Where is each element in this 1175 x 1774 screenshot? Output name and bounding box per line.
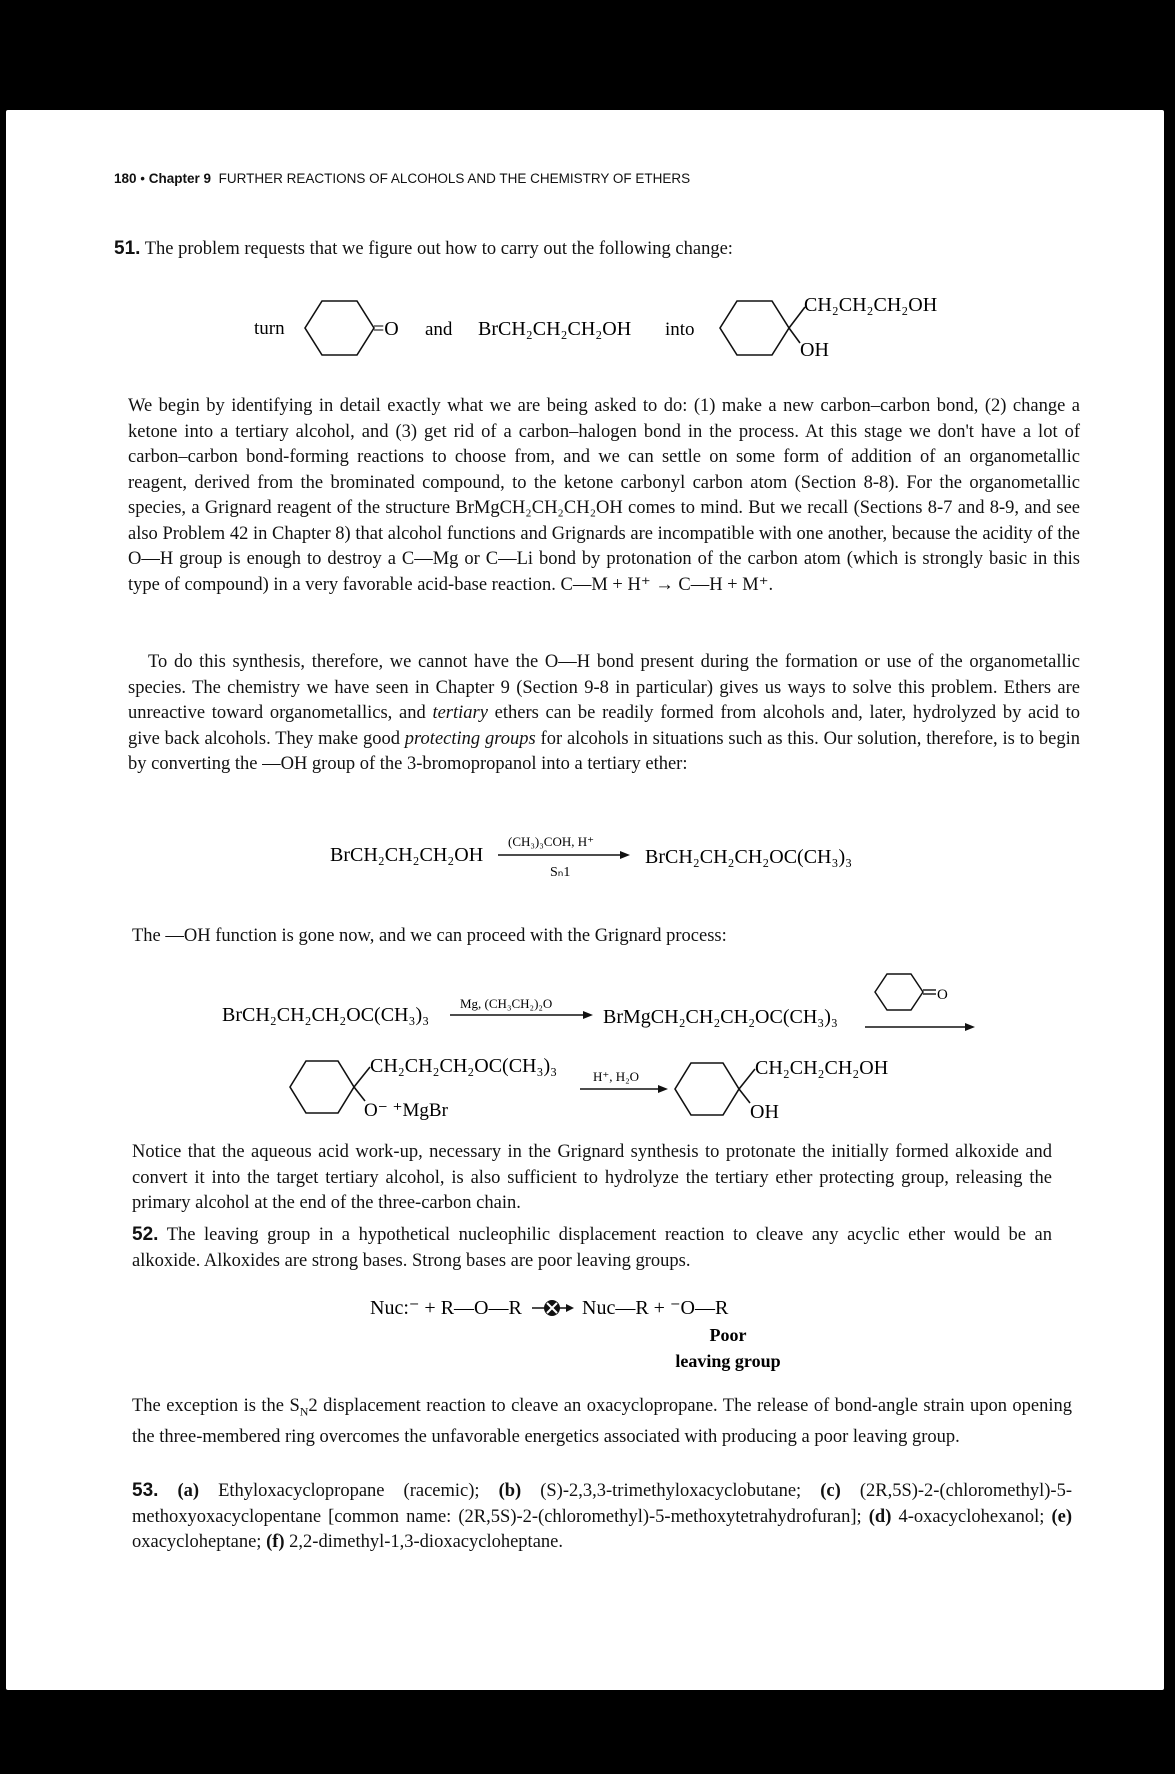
final-product-oh: OH bbox=[750, 1101, 779, 1123]
eq1-arrowhead bbox=[620, 851, 630, 859]
problem-52-number: 52. bbox=[132, 1224, 159, 1245]
answer-f-label: (f) bbox=[266, 1532, 285, 1552]
carbonyl-oxygen: =O bbox=[373, 318, 399, 340]
answer-c: (2R,5S)-2-(chloromethyl)-5-methoxyoxacyclopentane [common name: (2R,5S)-2-(chloromethyl)-5-methoxytetrahydrofuran]; bbox=[132, 1481, 1072, 1527]
problem-51-paragraph-3: The —OH function is gone now, and we can proceed with the Grignard process: bbox=[132, 926, 727, 946]
product-oh: OH bbox=[800, 339, 829, 361]
eq52-reactants: Nuc:⁻ + R—O—R bbox=[370, 1297, 522, 1319]
answer-e-label: (e) bbox=[1051, 1506, 1072, 1527]
problem-51-intro bbox=[114, 236, 1074, 263]
cyclohexanone-reagent-oxygen: O bbox=[937, 987, 948, 1003]
eq1-product: BrCH₂CH₂CH₂OC(CH₃)₃ bbox=[645, 846, 853, 868]
problem-51-paragraph-1: We begin by identifying in detail exactly what we are being asked to do: (1) make a new carbon–carbon bond, (2) change a ketone into a tertiary alcohol, and (3) get rid of a carbon–halogen bond in the process. At this stage we don't have a lot of carbon–carbon bond-forming reactions to choose from, and we can settle on some form of addition of an organometallic reagent, derived from the brominated compound, to the ketone carbonyl carbon atom (Section 8-8). For the organometallic species, a Grignard reagent of the structure BrMgCH₂CH₂CH₂OH comes to mind. But we recall (Sections 8-7 and 8-9, and see also Problem 42 in Chapter 8) that alcohol functions and Grignards are incompatible with one another, because the acidity of the O—H group is enough to destroy a C—Mg or C—Li bond by protonation of the carbon atom (which is strongly basic in this type of compound) in a very favorable acid-base reaction. C—M + H⁺ → C—H + M⁺. bbox=[128, 396, 1080, 595]
cyclohexanone-ring bbox=[305, 301, 374, 355]
chapter-label: Chapter 9 bbox=[148, 171, 212, 186]
scheme-turn-label: turn bbox=[254, 318, 285, 339]
eq2-reactant: BrCH₂CH₂CH₂OC(CH₃)₃ bbox=[222, 1004, 430, 1026]
eq2-arrowhead bbox=[583, 1011, 593, 1019]
problem-52-body: The leaving group in a hypothetical nucleophilic displacement reaction to cleave any acyclic ether would be an alkoxide. Alkoxides are strong bases. Strong bases are poor leaving groups. bbox=[132, 1225, 1052, 1271]
alkoxide-ring bbox=[290, 1061, 354, 1113]
problem-52-exception bbox=[132, 1394, 1072, 1451]
eq2-reagent: Mg, (CH₃CH₂)₂O bbox=[460, 996, 553, 1011]
etherification-equation bbox=[320, 828, 940, 888]
eq52-products: Nuc—R + ⁻O—R bbox=[582, 1297, 729, 1319]
cyclohexanone-reagent-ring bbox=[875, 974, 923, 1010]
para2-tertiary: tertiary bbox=[432, 703, 488, 723]
alkoxide-displacement-equation bbox=[360, 1288, 880, 1378]
para2-part-c: for alcohols in situations such as this. Our solution, therefore, is to begin by converting the —OH group of the 3-bromopropanol into a tertiary ether: bbox=[128, 728, 1080, 774]
exception-part-a: The exception is the S bbox=[132, 1396, 300, 1416]
eq52-poor-label: Poor bbox=[709, 1325, 747, 1345]
answer-d-label: (d) bbox=[868, 1506, 892, 1527]
final-chain-bond bbox=[739, 1069, 755, 1089]
product-ring bbox=[720, 301, 789, 355]
running-header bbox=[114, 171, 690, 186]
eq3-reagent: H⁺, H₂O bbox=[593, 1069, 640, 1084]
chapter-title: FURTHER REACTIONS OF ALCOHOLS AND THE CHEMISTRY OF ETHERS bbox=[218, 171, 691, 186]
header-bullet: • bbox=[140, 171, 146, 186]
eq3-arrowhead bbox=[658, 1085, 668, 1093]
alkoxide-chain: CH₂CH₂CH₂OC(CH₃)₃ bbox=[370, 1055, 558, 1077]
answer-a: Ethyloxacyclopropane (racemic); bbox=[199, 1481, 499, 1501]
problem-53-number: 53. bbox=[132, 1480, 159, 1501]
final-product-ring bbox=[675, 1063, 739, 1115]
problem-51-paragraph-2 bbox=[128, 650, 1080, 778]
eq52-leaving-group-label: leaving group bbox=[675, 1351, 781, 1371]
answer-a-label: (a) bbox=[177, 1481, 200, 1501]
eq1-reactant: BrCH₂CH₂CH₂OH bbox=[330, 844, 484, 866]
answer-b-label: (b) bbox=[498, 1481, 522, 1501]
answer-e: oxacycloheptane; bbox=[132, 1532, 267, 1552]
target-transformation-scheme bbox=[240, 285, 960, 365]
answer-d: 4-oxacyclohexanol; bbox=[891, 1506, 1052, 1527]
para2-protecting-groups: protecting groups bbox=[404, 728, 536, 749]
answer-c-label: (c) bbox=[820, 1481, 841, 1501]
answer-f: 2,2-dimethyl-1,3-dioxacycloheptane. bbox=[284, 1532, 563, 1552]
eq52-arrowhead bbox=[566, 1304, 574, 1312]
eq1-mechanism: Sₙ1 bbox=[550, 865, 571, 880]
bromopropanol-formula: BrCH₂CH₂CH₂OH bbox=[478, 318, 632, 340]
answer-b: (S)-2,3,3-trimethyloxacyclobutane; bbox=[521, 1481, 821, 1501]
page-number: 180 bbox=[114, 171, 137, 186]
exception-subscript: N bbox=[299, 1404, 309, 1419]
alkoxide-salt: O⁻ ⁺MgBr bbox=[364, 1100, 448, 1121]
eq2-grignard: BrMgCH₂CH₂CH₂OC(CH₃)₃ bbox=[603, 1006, 838, 1028]
alkoxide-chain-bond bbox=[354, 1067, 370, 1087]
product-chain-bond bbox=[789, 307, 805, 328]
scheme-into-label: into bbox=[665, 319, 695, 340]
problem-52-text bbox=[132, 1222, 1052, 1274]
problem-51-paragraph-4: Notice that the aqueous acid work-up, necessary in the Grignard synthesis to protonate the initially formed alkoxide and convert it into the target tertiary alcohol, is also sufficient to hydrolyze the tertiary ether protecting group, releasing the primary alcohol at the end of the three-carbon chain. bbox=[132, 1142, 1052, 1213]
eq2-next-arrowhead bbox=[965, 1023, 975, 1031]
product-chain: CH₂CH₂CH₂OH bbox=[804, 294, 938, 316]
alkoxide-o-bond bbox=[354, 1087, 365, 1101]
product-oh-bond bbox=[789, 328, 800, 343]
exception-part-b: 2 displacement reaction to cleave an oxacyclopropane. The release of bond-angle strain upon opening the three-membered ring overcomes the unfavorable energetics associated with producing a poor leaving group. bbox=[132, 1396, 1072, 1448]
final-product-chain: CH₂CH₂CH₂OH bbox=[755, 1057, 889, 1079]
hydrolysis-equation bbox=[280, 1045, 940, 1130]
problem-51-intro-text: The problem requests that we figure out how to carry out the following change: bbox=[144, 239, 733, 259]
scheme-and-label: and bbox=[425, 319, 453, 340]
eq1-reagent: (CH₃)₃COH, H⁺ bbox=[508, 834, 594, 849]
problem-53-text bbox=[132, 1478, 1072, 1556]
grignard-formation-equation bbox=[210, 960, 990, 1040]
para2-part-a: To do this synthesis, therefore, we cannot have the O—H bond present during the formation or use of the organometallic species. The chemistry we have seen in Chapter 9 (Section 9-8 in particular) gives us ways to solve this problem. Ethers are unreactive toward organometallics, and bbox=[128, 652, 1080, 723]
para2-part-b: ethers can be readily formed from alcohols and, later, hydrolyzed by acid to give back alcohols. They make good bbox=[128, 703, 1080, 749]
final-oh-bond bbox=[739, 1089, 750, 1103]
problem-51-number: 51. bbox=[114, 238, 141, 259]
